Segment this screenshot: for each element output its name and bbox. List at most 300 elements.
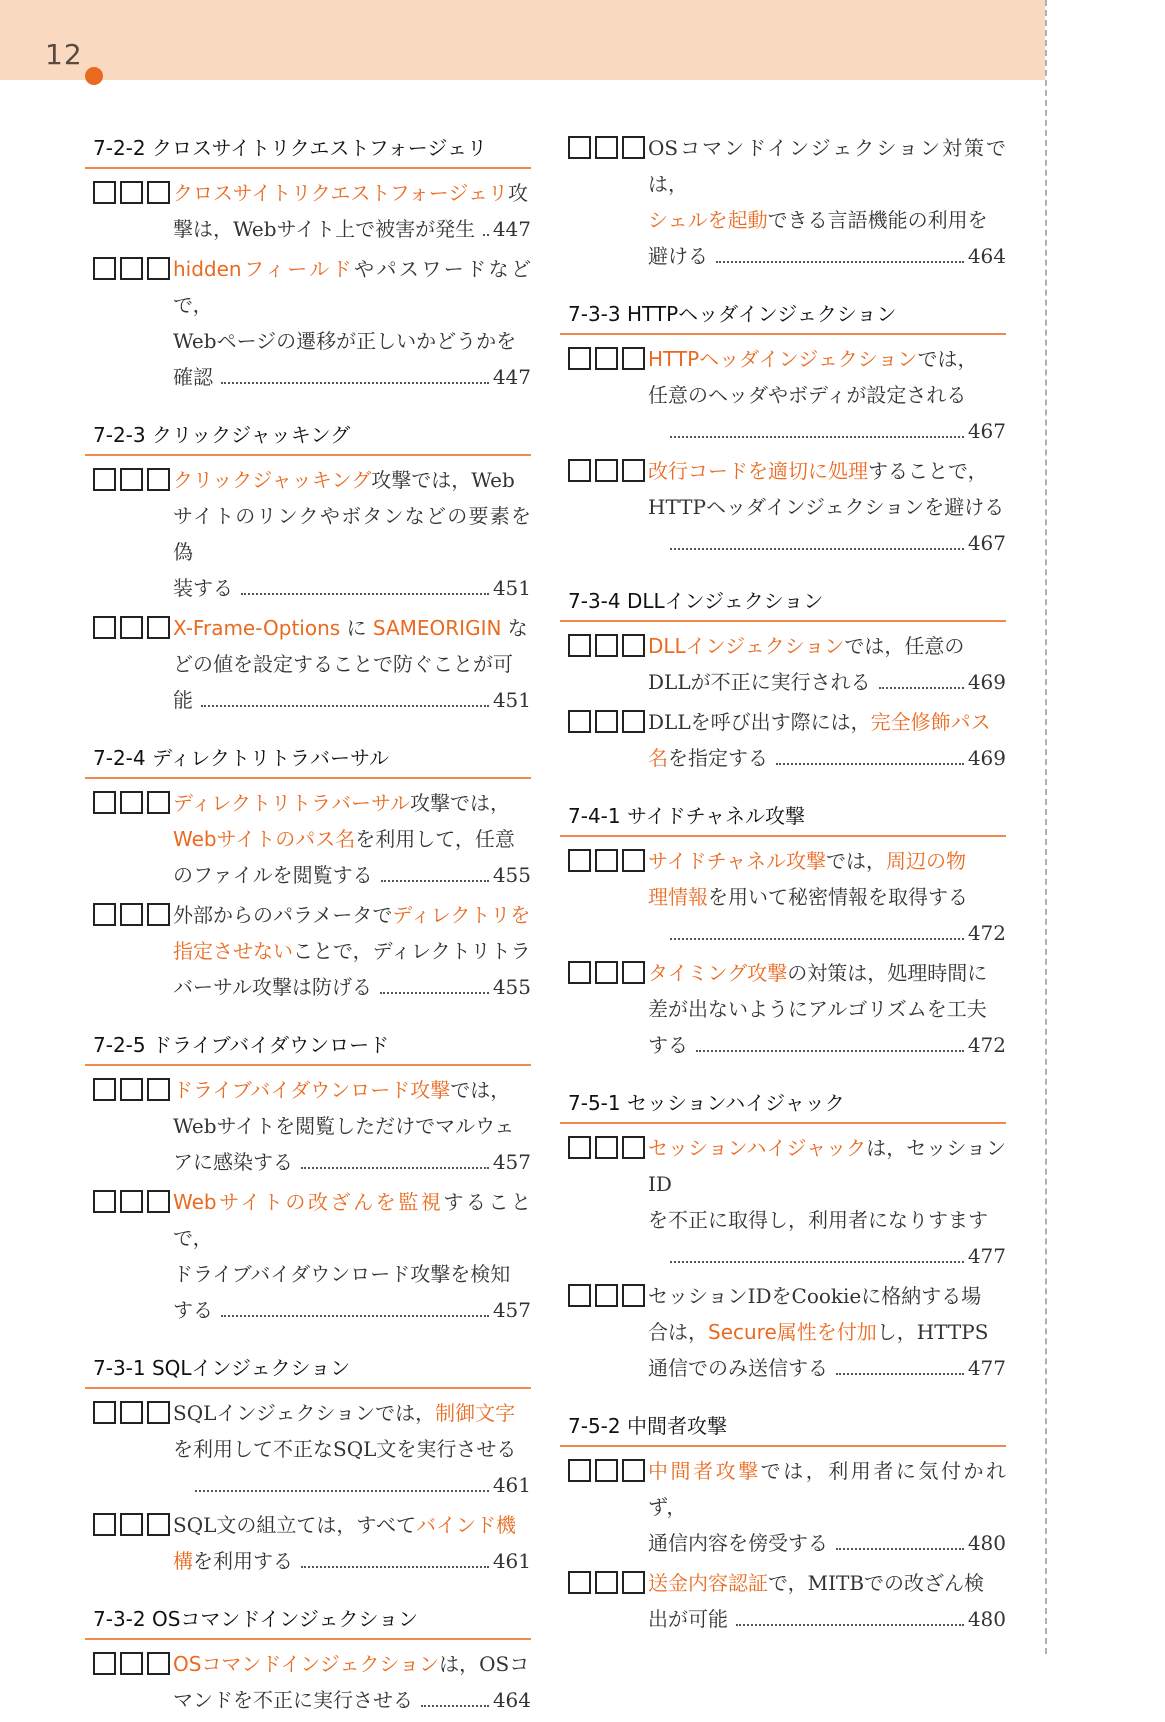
checkbox[interactable]	[622, 347, 645, 370]
checkbox[interactable]	[622, 849, 645, 872]
item-text	[648, 955, 1006, 1063]
checkbox[interactable]	[93, 616, 116, 639]
text-segment: 任意のヘッダやボディが設定される	[648, 383, 967, 407]
item-text	[173, 610, 531, 718]
item-text	[648, 1565, 1006, 1637]
checkbox-group	[93, 1652, 170, 1675]
text-segment: に	[340, 616, 373, 640]
checklist-item	[85, 1184, 531, 1328]
highlighted-term: クリックジャッキング	[173, 468, 372, 492]
text-segment: を指定する	[668, 746, 768, 770]
text-line	[173, 251, 531, 323]
item-text	[648, 130, 1006, 274]
highlighted-term: ディレクトリトラバーサル	[173, 791, 410, 815]
checkbox[interactable]	[120, 1190, 143, 1213]
text-segment: 差が出ないようにアルゴリズムを工夫	[648, 997, 987, 1021]
checkbox[interactable]	[568, 1136, 591, 1159]
page-reference: 467	[967, 419, 1006, 443]
checkbox[interactable]	[147, 1652, 170, 1675]
text-line	[648, 1565, 1006, 1601]
dot-leader	[221, 1315, 489, 1317]
text-line	[173, 1072, 531, 1108]
item-text	[173, 175, 531, 247]
checklist-item	[560, 1565, 1006, 1637]
text-line	[173, 646, 531, 682]
checklist-section	[85, 128, 531, 395]
leader-line	[173, 969, 531, 1005]
leader-line	[173, 857, 531, 893]
text-segment: SQLインジェクションでは，	[173, 1401, 436, 1425]
section-heading: 7-2-2 クロスサイトリクエストフォージェリ	[85, 128, 531, 169]
dot-leader	[201, 705, 489, 707]
leader-line	[648, 740, 1006, 776]
page-reference: 477	[967, 1356, 1006, 1380]
checkbox[interactable]	[595, 1571, 618, 1594]
text-line	[173, 462, 531, 498]
checkbox[interactable]	[595, 849, 618, 872]
page-reference: 464	[967, 244, 1006, 268]
highlighted-term: SAMEORIGIN	[372, 616, 502, 640]
line-text	[173, 359, 213, 395]
dot-leader	[380, 992, 489, 994]
section-heading: 7-3-4 DLLインジェクション	[560, 581, 1006, 622]
text-segment: サイトのリンクやボタンなどの要素を偽	[173, 504, 531, 564]
text-line	[648, 1130, 1006, 1202]
highlighted-term: 制御文字	[435, 1401, 516, 1425]
checkbox[interactable]	[147, 1513, 170, 1536]
checklist-item	[85, 251, 531, 395]
text-segment: 撃は，Webサイト上で被害が発生	[173, 217, 476, 241]
line-text	[648, 740, 768, 776]
text-segment: DLLを呼び出す際には，	[648, 710, 871, 734]
checkbox[interactable]	[622, 1284, 645, 1307]
highlighted-term: Secure属性を付加	[708, 1320, 877, 1344]
checkbox-group	[93, 1190, 170, 1213]
highlighted-term: 指定させない	[173, 939, 293, 963]
page-reference: 461	[492, 1473, 531, 1497]
highlighted-term: DLLインジェクション	[648, 634, 845, 658]
page-reference: 461	[492, 1549, 531, 1573]
text-segment: では，任意の	[844, 634, 965, 658]
item-text	[173, 1646, 531, 1718]
leader-line	[173, 1144, 531, 1180]
page-reference: 480	[967, 1607, 1006, 1631]
text-segment: を不正に取得し，利用者になりすます	[648, 1208, 988, 1232]
page-reference: 467	[967, 531, 1006, 555]
text-segment: で，MITBでの改ざん検	[768, 1571, 985, 1595]
text-segment: 外部からのパラメータで	[173, 903, 393, 927]
text-segment: 通信内容を傍受する	[648, 1531, 828, 1555]
checkbox[interactable]	[622, 634, 645, 657]
checkbox[interactable]	[622, 136, 645, 159]
checkbox-group	[568, 347, 645, 370]
section-heading: 7-3-3 HTTPヘッダインジェクション	[560, 294, 1006, 335]
page-reference: 480	[967, 1531, 1006, 1555]
checkbox-group	[568, 710, 645, 733]
checkbox[interactable]	[595, 1459, 618, 1482]
text-segment: を利用する	[193, 1549, 293, 1573]
item-text	[173, 1072, 531, 1180]
checklist-item	[560, 1278, 1006, 1386]
text-segment: バーサル攻撃は防げる	[173, 975, 372, 999]
line-text	[173, 1144, 293, 1180]
checklist-item	[560, 955, 1006, 1063]
leader-line	[173, 211, 531, 247]
highlighted-term: 送金内容認証	[648, 1571, 768, 1595]
page-reference: 472	[967, 1033, 1006, 1057]
dot-leader	[836, 1548, 964, 1550]
checklist-section	[560, 1083, 1006, 1386]
text-segment: を用いて秘密情報を取得する	[708, 885, 968, 909]
text-segment: DLLが不正に実行される	[648, 670, 871, 694]
section-heading: 7-3-1 SQLインジェクション	[85, 1348, 531, 1389]
item-text	[173, 785, 531, 893]
checkbox[interactable]	[568, 1284, 591, 1307]
checklist-section	[85, 738, 531, 1005]
checkbox[interactable]	[93, 181, 116, 204]
checkbox[interactable]	[120, 1652, 143, 1675]
text-line	[648, 628, 1006, 664]
checkbox[interactable]	[568, 710, 591, 733]
checklist-section	[560, 294, 1006, 561]
dot-leader	[381, 880, 489, 882]
leader-line	[648, 664, 1006, 700]
dot-leader	[421, 1705, 489, 1707]
item-text	[648, 843, 1006, 915]
section-heading: 7-3-2 OSコマンドインジェクション	[85, 1599, 531, 1640]
text-line	[173, 897, 531, 933]
checkbox[interactable]	[568, 1459, 591, 1482]
checkbox-group	[93, 257, 170, 280]
cut-line	[1045, 0, 1047, 1654]
checkbox[interactable]	[93, 257, 116, 280]
checkbox[interactable]	[595, 1284, 618, 1307]
line-text	[648, 1027, 688, 1063]
page-reference: 447	[492, 365, 531, 389]
checkbox[interactable]	[568, 961, 591, 984]
text-segment: ことで，ディレクトリトラ	[293, 939, 531, 963]
text-segment: 避ける	[648, 244, 708, 268]
line-text	[173, 857, 373, 893]
checkbox[interactable]	[622, 1459, 645, 1482]
checkbox[interactable]	[93, 1190, 116, 1213]
highlighted-term: クロスサイトリクエストフォージェリ	[173, 181, 508, 205]
leader-line	[648, 1350, 1006, 1386]
checkbox[interactable]	[147, 1190, 170, 1213]
page-reference: 469	[967, 746, 1006, 770]
checklist-section	[85, 1599, 531, 1718]
checkbox[interactable]	[120, 791, 143, 814]
highlighted-term: タイミング攻撃	[648, 961, 788, 985]
checklist-section	[560, 581, 1006, 776]
item-text	[173, 1395, 531, 1467]
checkbox[interactable]	[595, 347, 618, 370]
dot-leader	[696, 1050, 964, 1052]
checkbox[interactable]	[93, 1078, 116, 1101]
page-number: 12	[45, 38, 83, 71]
dot-leader	[670, 938, 964, 940]
text-segment: アに感染する	[173, 1150, 293, 1174]
checklist-item	[560, 130, 1006, 274]
checkbox[interactable]	[622, 459, 645, 482]
text-line	[173, 1507, 531, 1543]
text-line	[173, 498, 531, 570]
checkbox[interactable]	[93, 1401, 116, 1424]
checklist-item	[85, 1646, 531, 1718]
checkbox[interactable]	[147, 257, 170, 280]
text-segment: する	[173, 1298, 213, 1322]
section-heading: 7-2-3 クリックジャッキング	[85, 415, 531, 456]
checkbox[interactable]	[595, 459, 618, 482]
checkbox-group	[93, 468, 170, 491]
right-column	[560, 128, 1006, 1641]
checkbox[interactable]	[622, 710, 645, 733]
text-segment: SQL文の組立ては，すべて	[173, 1513, 416, 1537]
leader-line	[173, 1682, 531, 1718]
text-line	[648, 704, 1006, 740]
checkbox[interactable]	[568, 459, 591, 482]
leader-line	[648, 525, 1006, 561]
line-text	[648, 1601, 728, 1637]
checkbox[interactable]	[147, 903, 170, 926]
text-segment: 攻撃では，	[410, 791, 510, 815]
line-text	[173, 1292, 213, 1328]
text-line	[648, 377, 1006, 413]
checklist-section	[85, 1025, 531, 1328]
item-text	[173, 897, 531, 1005]
checkbox[interactable]	[120, 1401, 143, 1424]
page-reference: 457	[492, 1150, 531, 1174]
checklist-item	[85, 175, 531, 247]
text-line	[173, 1646, 531, 1682]
text-segment: マンドを不正に実行させる	[173, 1688, 413, 1712]
text-line	[173, 323, 531, 359]
highlighted-term: 名	[648, 746, 668, 770]
dot-leader	[776, 763, 964, 765]
highlighted-term: シェルを起動	[648, 208, 768, 232]
text-line	[173, 933, 531, 969]
text-segment: OSコマンドインジェクション対策では，	[648, 136, 1006, 196]
highlighted-term: 周辺の物	[886, 849, 966, 873]
text-segment: は，セッションID	[648, 1136, 1006, 1196]
checkbox[interactable]	[93, 1652, 116, 1675]
text-line	[173, 175, 531, 211]
checklist-item	[85, 610, 531, 718]
item-text	[648, 453, 1006, 525]
header-band	[0, 0, 1045, 80]
checkbox-group	[568, 136, 645, 159]
checklist-item	[85, 785, 531, 893]
text-line	[173, 610, 531, 646]
leader-line	[648, 1027, 1006, 1063]
highlighted-term: HTTPヘッダインジェクション	[648, 347, 918, 371]
left-column	[85, 128, 531, 1722]
page-reference: 447	[492, 217, 531, 241]
leader-line	[173, 682, 531, 718]
checklist-item	[560, 453, 1006, 561]
leader-line	[648, 1238, 1006, 1274]
checkbox-group	[568, 961, 645, 984]
text-segment: し，HTTPS	[876, 1320, 989, 1344]
checklist-item	[560, 1130, 1006, 1274]
checkbox[interactable]	[120, 1513, 143, 1536]
text-segment: では，	[917, 347, 978, 371]
dot-leader	[670, 436, 964, 438]
page-reference: 455	[492, 975, 531, 999]
highlighted-term: 構	[173, 1549, 193, 1573]
highlighted-term: Webサイトの改ざんを監視	[173, 1190, 444, 1214]
text-segment: を利用して，任意	[355, 827, 515, 851]
checklist-section	[85, 415, 531, 718]
checkbox-group	[568, 634, 645, 657]
highlighted-term: OSコマンドインジェクション	[173, 1652, 440, 1676]
text-line	[648, 955, 1006, 991]
text-segment: することで，	[868, 459, 988, 483]
leader-line	[648, 1525, 1006, 1561]
checklist-item	[560, 843, 1006, 951]
highlighted-term: サイドチャネル攻撃	[648, 849, 826, 873]
text-line	[173, 785, 531, 821]
text-segment: 出が可能	[648, 1607, 728, 1631]
highlighted-term: 理情報	[648, 885, 708, 909]
text-line	[648, 843, 1006, 879]
checkbox[interactable]	[595, 1136, 618, 1159]
text-segment: 攻撃では，Web	[371, 468, 515, 492]
checkbox[interactable]	[568, 1571, 591, 1594]
checkbox-group	[568, 459, 645, 482]
page-reference: 451	[492, 688, 531, 712]
text-line	[648, 991, 1006, 1027]
text-line	[648, 453, 1006, 489]
checkbox[interactable]	[120, 903, 143, 926]
checkbox[interactable]	[568, 849, 591, 872]
section-heading: 7-5-2 中間者攻撃	[560, 1406, 1006, 1447]
text-line	[648, 879, 1006, 915]
page-reference: 477	[967, 1244, 1006, 1268]
line-text	[648, 1525, 828, 1561]
text-segment: どの値を設定することで防ぐことが可	[173, 652, 513, 676]
text-segment: する	[648, 1033, 688, 1057]
text-line	[648, 130, 1006, 202]
checkbox[interactable]	[622, 1571, 645, 1594]
checklist-item	[85, 1072, 531, 1180]
text-segment: ドライブバイダウンロード攻撃を検知	[173, 1262, 511, 1286]
checkbox[interactable]	[147, 181, 170, 204]
checkbox[interactable]	[93, 903, 116, 926]
line-text	[648, 238, 708, 274]
leader-line	[173, 1467, 531, 1503]
highlighted-term: hiddenフィールド	[173, 257, 355, 281]
dot-leader	[195, 1490, 489, 1492]
item-text	[648, 628, 1006, 700]
leader-line	[173, 1292, 531, 1328]
checklist-item	[560, 1453, 1006, 1561]
checkbox-group	[93, 1078, 170, 1101]
highlighted-term: 中間者攻撃	[648, 1459, 761, 1483]
highlighted-term: 完全修飾パス	[870, 710, 991, 734]
text-line	[173, 1431, 531, 1467]
checkbox[interactable]	[622, 961, 645, 984]
text-line	[648, 1453, 1006, 1525]
checklist-section	[560, 1406, 1006, 1637]
checklist-item	[560, 341, 1006, 449]
page-reference: 464	[492, 1688, 531, 1712]
checkbox[interactable]	[622, 1136, 645, 1159]
checkbox[interactable]	[120, 257, 143, 280]
checkbox[interactable]	[147, 1078, 170, 1101]
checkbox[interactable]	[595, 634, 618, 657]
text-segment: な	[501, 616, 528, 640]
checkbox[interactable]	[147, 616, 170, 639]
page-reference: 451	[492, 576, 531, 600]
checkbox-group	[93, 616, 170, 639]
text-segment: Webサイトを閲覧しただけでマルウェ	[173, 1114, 515, 1138]
item-text	[173, 462, 531, 606]
leader-line	[173, 359, 531, 395]
text-segment: では，利用者に気付かれず，	[648, 1459, 1007, 1519]
checkbox[interactable]	[93, 468, 116, 491]
checkbox[interactable]	[595, 710, 618, 733]
checkbox[interactable]	[147, 791, 170, 814]
checkbox[interactable]	[93, 791, 116, 814]
dot-leader	[736, 1624, 964, 1626]
checkbox[interactable]	[120, 1078, 143, 1101]
text-line	[648, 202, 1006, 238]
checkbox[interactable]	[93, 1513, 116, 1536]
text-segment: 装する	[173, 576, 233, 600]
text-line	[648, 341, 1006, 377]
text-line	[173, 1184, 531, 1256]
checkbox[interactable]	[120, 616, 143, 639]
highlighted-term: X-Frame-Options	[173, 616, 341, 640]
text-segment: は，OSコ	[439, 1652, 530, 1676]
line-text	[173, 570, 233, 606]
line-text	[173, 1682, 413, 1718]
checkbox[interactable]	[595, 961, 618, 984]
dot-leader	[301, 1167, 489, 1169]
checkbox-group	[93, 1401, 170, 1424]
text-segment: では，	[450, 1078, 511, 1102]
checkbox[interactable]	[568, 634, 591, 657]
section-heading: 7-2-4 ディレクトリトラバーサル	[85, 738, 531, 779]
checkbox-group	[568, 1284, 645, 1307]
checklist-section	[85, 1348, 531, 1579]
dot-leader	[241, 593, 489, 595]
text-segment: 通信でのみ送信する	[648, 1356, 828, 1380]
text-line	[173, 1256, 531, 1292]
checkbox-group	[93, 903, 170, 926]
leader-line	[648, 915, 1006, 951]
checkbox[interactable]	[595, 136, 618, 159]
text-segment: の対策は，処理時間に	[787, 961, 988, 985]
leader-line	[648, 1601, 1006, 1637]
checkbox[interactable]	[120, 181, 143, 204]
checkbox[interactable]	[147, 1401, 170, 1424]
checkbox[interactable]	[568, 136, 591, 159]
checkbox[interactable]	[568, 347, 591, 370]
checkbox[interactable]	[120, 468, 143, 491]
text-segment: 能	[173, 688, 193, 712]
text-segment: HTTPヘッダインジェクションを避ける	[648, 495, 1005, 519]
checkbox[interactable]	[147, 468, 170, 491]
dot-leader	[301, 1566, 489, 1568]
page-reference: 455	[492, 863, 531, 887]
checkbox-group	[568, 1459, 645, 1482]
section-heading: 7-2-5 ドライブバイダウンロード	[85, 1025, 531, 1066]
dot-leader	[670, 1261, 964, 1263]
checklist-item	[560, 628, 1006, 700]
checklist-item	[85, 1507, 531, 1579]
